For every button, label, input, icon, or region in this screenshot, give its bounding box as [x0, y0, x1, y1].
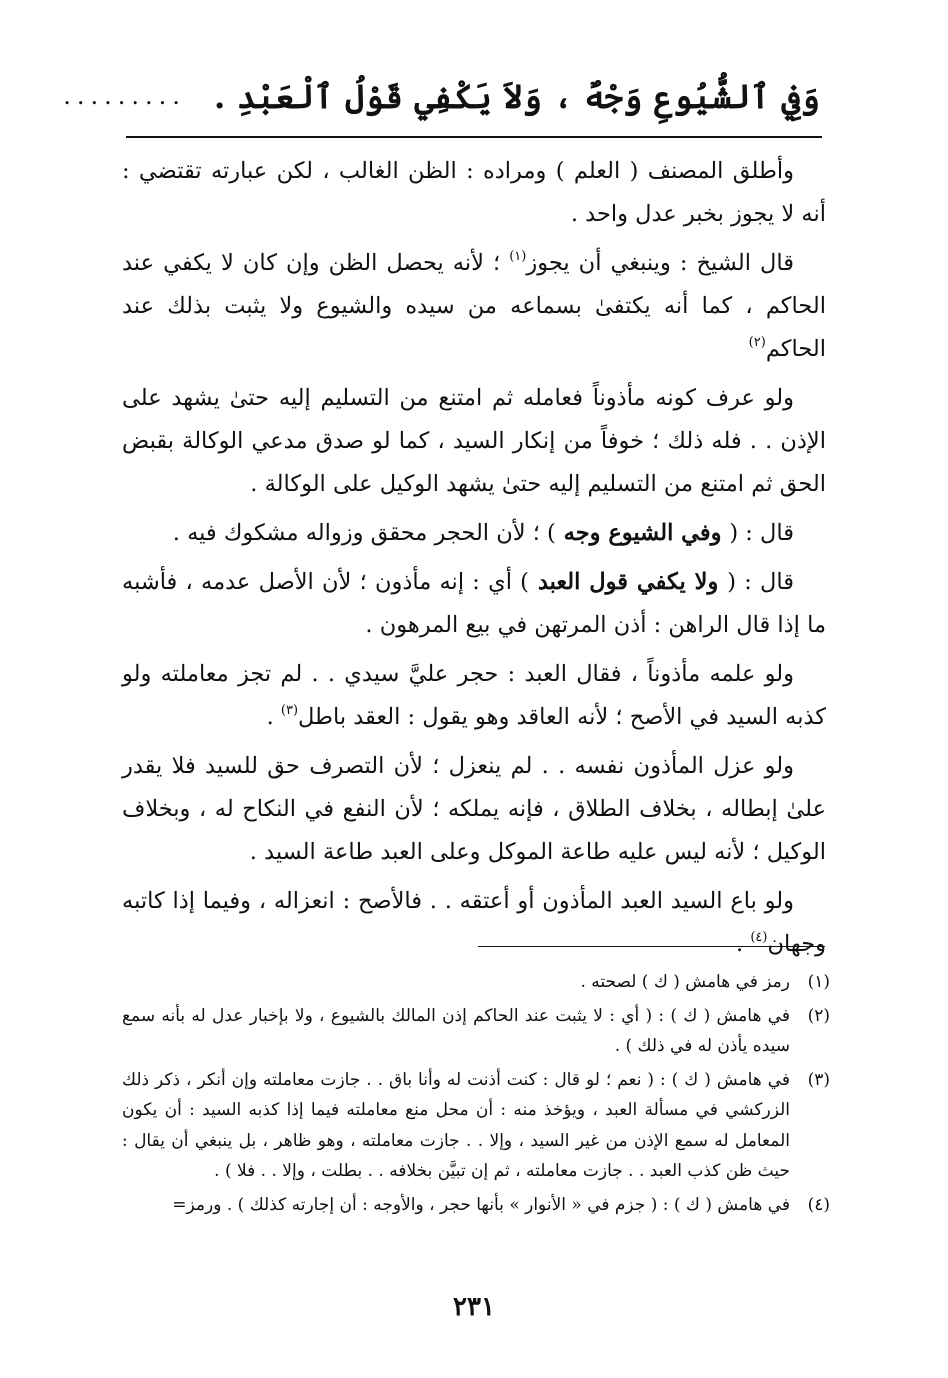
footnote-text: رمز في هامش ( ك ) لصحته .: [580, 972, 790, 992]
header-rule: [126, 136, 822, 138]
footnote-number: (٣): [807, 1069, 830, 1090]
footnote-text: في هامش ( ك ) : ( جزم في « الأنوار » بأنها حجر ، والأوجه : أن إجارته كذلك ) . ورمز=: [172, 1194, 790, 1215]
paragraph: قال : ( وفي الشيوع وجه ) ؛ لأن الحجر محقق وزواله مشكوك فيه .: [172, 520, 794, 546]
footnote: [122, 1065, 830, 1187]
paragraph: وأطلق المصنف ( العلم ) ومراده : الظن الغالب ، لكن عبارته تقتضي : أنه لا يجوز بخبر عدل واحد .: [122, 158, 826, 227]
footnote-ref[interactable]: (٢): [748, 335, 766, 350]
paragraph: ولو علمه مأذوناً ، فقال العبد : حجر عليَّ سيدي . . لم تجز معاملته ولو كذبه السيد في الأصح ؛ لأنه العاقد وهو يقول : العقد باطل$^{(٣)}$ .: [122, 661, 826, 730]
footnotes: [122, 967, 830, 1223]
page-number: ٢٣١: [453, 1292, 495, 1322]
footnote-text: في هامش ( ك ) : ( أي : لا يثبت عند الحاكم إذن المالك بالشيوع ، ولا بإخبار عدل له بأنه سمع سيده يأذن له في ذلك ) .: [122, 1005, 790, 1056]
footnote: [122, 967, 830, 998]
footnote: [122, 1190, 830, 1221]
paragraph: قال : ( ولا يكفي قول العبد ) أي : إنه مأذون ؛ لأن الأصل عدمه ، فأشبه ما إذا قال الراهن : أذن المرتهن في بيع المرهون .: [122, 569, 826, 638]
footnote-ref[interactable]: (٤): [750, 930, 768, 945]
paragraph: ولو عرف كونه مأذوناً فعامله ثم امتنع من التسليم إليه حتىٰ يشهد على الإذن . . فله ذلك ؛ خوفاً من إنكار السيد ، كما لو صدق مدعي الوكالة بقبض الحق ثم امتنع من التسليم إليه حتىٰ يشهد الوكيل على الوكالة .: [122, 385, 826, 497]
quoted-matn: ولا يكفي قول العبد: [528, 569, 728, 595]
paragraph: قال الشيخ : وينبغي أن يجوز$^{(١)}$ ؛ لأنه يحصل الظن وإن كان لا يكفي عند الحاكم ، كما أنه يكتفىٰ بسماعه من سيده والشيوع ولا يثبت بذلك عند الحاكم$^{(٢)}$: [122, 249, 826, 362]
quoted-matn: وفي الشيوع وجه: [555, 520, 730, 546]
header-title: وَفِي ٱلشُّيُوعِ وَجْهٌ ، وَلاَ يَكْفِي قَوْلُ ٱلْعَبْدِ .: [213, 76, 820, 116]
footnote-number: (٤): [807, 1194, 830, 1215]
paragraph: ولو باع السيد العبد المأذون أو أعتقه . . فالأصح : انعزاله ، وفيما إذا كاتبه وجهان$^{(٤)}$ .: [122, 888, 826, 957]
main-text: [122, 150, 826, 972]
paragraph: ولو عزل المأذون نفسه . . لم ينعزل ؛ لأن التصرف حق للسيد فلا يقدر علىٰ إبطاله ، بخلاف الطلاق ، فإنه يملكه ؛ لأن النفع في النكاح له ، وبخلاف الوكيل ؛ لأنه ليس عليه طاعة الموكل وعلى العبد طاعة السيد .: [122, 753, 826, 865]
footnote-number: (٢): [807, 1005, 830, 1026]
footnote-number: (١): [807, 972, 830, 992]
footnote-text: في هامش ( ك ) : ( نعم ؛ لو قال : كنت أذنت له وأنا باق . . جازت معاملته وإن أنكر ، ذكر ذلك الزركشي في مسألة العبد ، ويؤخذ منه : أن محل منع معاملته فيما إذا كذبه السيد : أن يكون المعامل له سمع الإذن من غير السيد ، وإلا . . جازت معاملته ، وهو ظاهر ، بل ينبغي أن يقال : حيث ظن كذب العبد . . جازت معاملته ، ثم إن تبيَّن بخلافه . . بطلت ، وإلا . . فلا ) .: [122, 1069, 790, 1181]
footnote-ref[interactable]: (٣): [280, 703, 299, 718]
footnote: [122, 1001, 830, 1062]
header-leader-dots: .........: [63, 82, 186, 110]
running-header: [63, 68, 820, 124]
footnote-separator: [478, 946, 825, 947]
footnote-ref[interactable]: (١): [509, 249, 527, 264]
